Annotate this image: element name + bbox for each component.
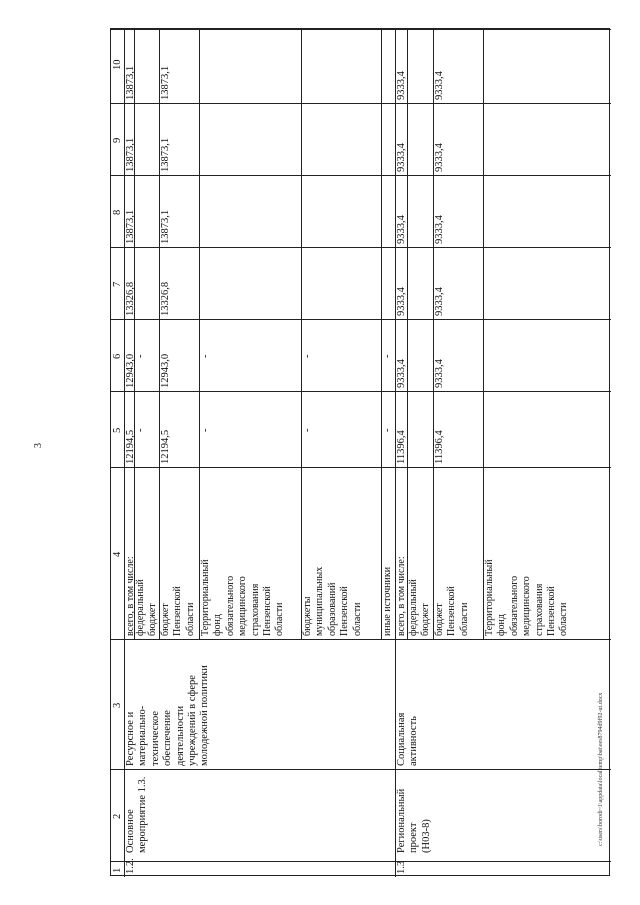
value-cell: 12194,5: [125, 429, 136, 464]
header-col-3: 3: [112, 702, 123, 708]
header-col-2: 2: [112, 813, 123, 819]
source-label: Территориальный фонд обязательного медицинского страхования Пензенской области: [200, 559, 286, 636]
value-cell: 9333,4: [396, 359, 407, 388]
row-name: Региональный проект (Н03-8): [396, 788, 432, 853]
value-cell: 11396,4: [434, 430, 445, 464]
row-number: 1.3: [396, 860, 407, 874]
row-description: Социальная активность: [396, 712, 420, 766]
value-cell: 13873,1: [125, 209, 136, 244]
header-col-9: 9: [112, 137, 123, 143]
value-cell: -: [382, 428, 393, 432]
value-cell: 13326,8: [160, 281, 171, 316]
header-col-4: 4: [112, 551, 123, 557]
source-label: всего, в том числе:: [396, 556, 407, 636]
value-cell: 9333,4: [396, 287, 407, 316]
source-label: всего, в том числе:: [125, 556, 136, 636]
value-cell: 9333,4: [434, 71, 445, 100]
value-cell: 13873,1: [160, 209, 171, 244]
value-cell: 11396,4: [396, 430, 407, 464]
value-cell: -: [200, 428, 211, 432]
value-cell: -: [135, 428, 146, 432]
header-col-10: 10: [112, 59, 123, 70]
header-col-1: 1: [112, 867, 123, 873]
value-cell: 9333,4: [434, 143, 445, 172]
value-cell: 9333,4: [434, 287, 445, 316]
source-label: иные источники: [382, 566, 393, 636]
value-cell: -: [382, 354, 393, 358]
value-cell: 13873,1: [125, 65, 136, 100]
value-cell: 9333,4: [396, 143, 407, 172]
value-cell: -: [135, 354, 146, 358]
value-cell: 12943,0: [160, 353, 171, 388]
row-name: Основное мероприятие 1.3.: [125, 776, 149, 853]
value-cell: 12194,5: [160, 429, 171, 464]
header-col-8: 8: [112, 209, 123, 215]
budget-table: [110, 28, 610, 876]
value-cell: 9333,4: [434, 359, 445, 388]
header-col-7: 7: [112, 281, 123, 287]
value-cell: 9333,4: [396, 71, 407, 100]
source-label: федеральный бюджет: [135, 579, 159, 636]
value-cell: 9333,4: [396, 215, 407, 244]
source-label: бюджет Пензенской области: [160, 586, 196, 636]
source-label: федеральный бюджет: [408, 579, 432, 636]
value-cell: 9333,4: [434, 215, 445, 244]
value-cell: 13873,1: [125, 137, 136, 172]
value-cell: 13873,1: [160, 137, 171, 172]
value-cell: 13326,8: [125, 281, 136, 316]
page-number: 3: [33, 443, 44, 448]
header-col-5: 5: [112, 427, 123, 433]
source-label: бюджеты муниципальных образований Пензенской области: [302, 566, 363, 636]
value-cell: -: [200, 354, 211, 358]
value-cell: 12943,0: [125, 353, 136, 388]
source-label: Территориальный фонд обязательного медицинского страхования Пензенской области: [484, 559, 570, 636]
row-number: 1.2.: [125, 858, 136, 874]
value-cell: -: [302, 354, 313, 358]
value-cell: 13873,1: [160, 65, 171, 100]
value-cell: -: [302, 428, 313, 432]
source-label: бюджет Пензенской области: [434, 586, 470, 636]
row-description: Ресурсное и материально- техническое обеспечение деятельности учреждений в сфере молодежной политики: [125, 665, 211, 766]
header-col-6: 6: [112, 353, 123, 359]
